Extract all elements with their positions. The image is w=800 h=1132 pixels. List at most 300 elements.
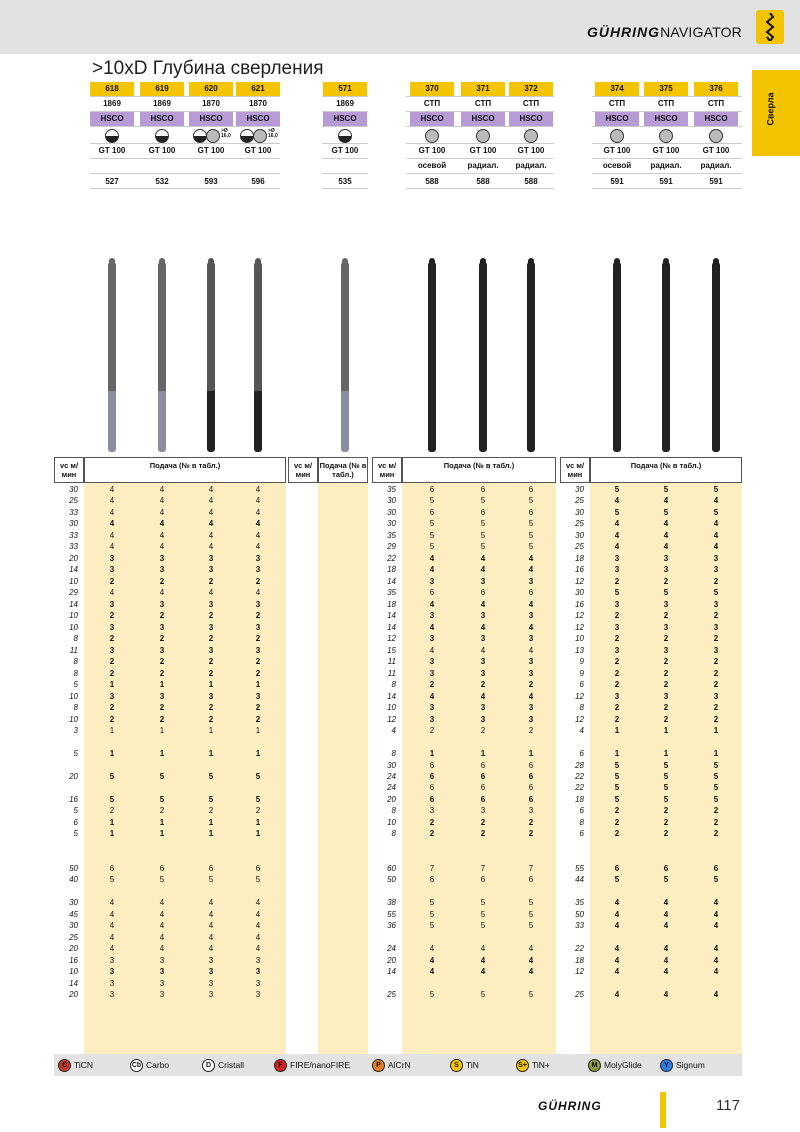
table-row — [372, 600, 556, 610]
feed-value: 2 — [528, 726, 534, 736]
header-rule — [406, 173, 554, 174]
table-row — [560, 852, 742, 862]
table-row — [372, 726, 556, 736]
cutting-speed: 50 — [69, 863, 78, 873]
cutting-speed: 35 — [387, 485, 396, 494]
feed-value: 2 — [528, 829, 534, 839]
table-row — [372, 519, 556, 529]
feed-value: 4 — [255, 507, 261, 517]
table-row — [372, 852, 556, 862]
table-row — [372, 979, 556, 989]
drill-image — [254, 262, 262, 452]
feed-value: 5 — [429, 898, 435, 908]
feed-value: 3 — [109, 990, 115, 1000]
cutting-speed: 33 — [69, 507, 78, 517]
feed-value: 4 — [480, 622, 486, 632]
feed-value: 1 — [663, 749, 669, 759]
feed-value: 4 — [159, 519, 165, 529]
table-row — [54, 921, 286, 931]
feed-value: 6 — [528, 485, 534, 494]
table-row — [54, 967, 286, 977]
table-row — [372, 898, 556, 908]
feed-value: 4 — [255, 944, 261, 954]
navigator-brand — [587, 24, 742, 40]
catalog-page: 532 — [155, 177, 169, 186]
feed-value: 5 — [109, 772, 115, 781]
feed-value: 4 — [109, 921, 115, 931]
standard: СТП — [522, 99, 540, 108]
legend-label: TiCN — [74, 1060, 94, 1070]
coating-icon — [476, 129, 490, 143]
table-header-vc: vc м/мин — [288, 457, 318, 483]
feed-value: 2 — [109, 714, 115, 724]
cutting-speed: 8 — [73, 703, 78, 713]
feed-value: 2 — [614, 714, 620, 724]
feed-value: 3 — [255, 967, 261, 977]
coating-icon — [425, 129, 439, 143]
feed-value: 3 — [528, 634, 534, 644]
feed-value: 5 — [614, 794, 620, 804]
feed-value: 2 — [480, 726, 486, 736]
feed-value: 3 — [159, 553, 165, 563]
feed-value: 4 — [713, 909, 719, 919]
table-row — [372, 554, 556, 564]
cutting-speed: 29 — [69, 588, 78, 598]
table-row — [54, 611, 286, 621]
material: HSCO — [595, 112, 639, 126]
cutting-speed: 16 — [69, 955, 78, 965]
feed-value: 5 — [480, 921, 486, 931]
feed-value: 4 — [480, 645, 486, 655]
feed-value: 4 — [109, 519, 115, 529]
cooling-note — [236, 159, 280, 173]
feed-value: 2 — [109, 634, 115, 644]
drill-tip — [713, 258, 719, 264]
cutting-speed: 55 — [387, 909, 396, 919]
product-number: 571 — [323, 82, 367, 96]
cutting-speed: 20 — [69, 772, 78, 781]
feed-value: 4 — [429, 622, 435, 632]
table-header-feed: Подача (№ в табл.) — [84, 457, 286, 483]
feed-value: 3 — [255, 645, 261, 655]
feed-value: 5 — [255, 875, 261, 885]
cutting-speed: 8 — [73, 668, 78, 678]
table-row — [54, 726, 286, 736]
feed-value: 5 — [480, 542, 486, 552]
feed-value: 2 — [429, 829, 435, 839]
feed-value: 2 — [713, 703, 719, 713]
feed-value: 3 — [159, 645, 165, 655]
coating-icon — [105, 129, 119, 143]
feed-value: 5 — [663, 772, 669, 781]
feed-value: 4 — [109, 588, 115, 598]
feed-value: 3 — [663, 599, 669, 609]
feed-value: 5 — [528, 542, 534, 552]
feed-value: 1 — [528, 749, 534, 759]
cooling-note: радиал. — [515, 161, 547, 170]
tool-type: GT 100 — [98, 146, 126, 155]
diameter-threshold: >Ø 16,0 — [268, 128, 278, 139]
material: HSCO — [509, 112, 553, 126]
feed-value: 4 — [614, 519, 620, 529]
table-row — [560, 715, 742, 725]
table-row — [560, 738, 742, 748]
cutting-speed: 12 — [575, 714, 584, 724]
catalog-page: 588 — [476, 177, 490, 186]
feed-value: 4 — [255, 519, 261, 529]
cutting-speed: 14 — [387, 622, 396, 632]
header-rule — [90, 143, 280, 144]
table-row — [372, 921, 556, 931]
feed-value: 4 — [255, 898, 261, 908]
feed-value: 2 — [663, 576, 669, 586]
cutting-speed: 12 — [575, 576, 584, 586]
header-rule — [592, 188, 742, 189]
product-number: 372 — [509, 82, 553, 96]
material: HSCO — [694, 112, 738, 126]
footer-brand: GÜHRING — [538, 1099, 602, 1113]
feed-value: 2 — [208, 576, 214, 586]
feed-value: 5 — [528, 519, 534, 529]
feed-value: 3 — [429, 668, 435, 678]
feed-value: 2 — [663, 714, 669, 724]
feed-value: 4 — [614, 542, 620, 552]
coating-symbol-icon: D — [202, 1059, 215, 1072]
material: HSCO — [189, 112, 233, 126]
tool-type: GT 100 — [244, 146, 272, 155]
feed-value: 4 — [713, 944, 719, 954]
cutting-speed: 60 — [387, 863, 396, 873]
feed-value: 3 — [480, 703, 486, 713]
standard: 1870 — [202, 99, 220, 108]
feed-value: 4 — [429, 565, 435, 575]
feed-value: 3 — [208, 990, 214, 1000]
table-header-feed: Подача (№ в табл.) — [318, 457, 368, 483]
table-header-vc: vc м/мин — [560, 457, 590, 483]
table-row — [560, 795, 742, 805]
drill-image — [428, 262, 436, 452]
cooling-note — [323, 159, 367, 173]
drill-image — [712, 262, 720, 452]
feed-value: 5 — [663, 794, 669, 804]
feed-value: 5 — [614, 588, 620, 598]
cutting-speed: 16 — [575, 565, 584, 575]
feed-value: 2 — [159, 714, 165, 724]
cutting-speed: 30 — [575, 485, 584, 494]
legend-label: TiN — [466, 1060, 479, 1070]
table-row — [560, 761, 742, 771]
table-row — [560, 979, 742, 989]
feed-value: 5 — [713, 485, 719, 494]
feed-value: 3 — [614, 691, 620, 701]
feed-value: 3 — [109, 978, 115, 988]
cutting-speed: 20 — [387, 955, 396, 965]
feed-value: 5 — [614, 760, 620, 770]
cutting-speed: 30 — [387, 496, 396, 506]
feed-value: 3 — [429, 714, 435, 724]
table-row — [54, 600, 286, 610]
cutting-speed: 5 — [73, 749, 78, 759]
feed-value: 2 — [480, 680, 486, 690]
cooling-note: радиал. — [650, 161, 682, 170]
table-row — [560, 554, 742, 564]
feed-value: 3 — [713, 565, 719, 575]
coating-symbol-icon: Y — [660, 1059, 673, 1072]
feed-value: 3 — [255, 553, 261, 563]
coating-icon-alt — [253, 129, 267, 143]
feed-value: 3 — [255, 622, 261, 632]
feed-value: 5 — [429, 909, 435, 919]
feed-value: 4 — [614, 496, 620, 506]
cutting-speed: 36 — [387, 921, 396, 931]
feed-value: 5 — [713, 507, 719, 517]
feed-value: 4 — [159, 496, 165, 506]
catalog-page: 588 — [524, 177, 538, 186]
cutting-speed: 30 — [69, 921, 78, 931]
material: HSCO — [90, 112, 134, 126]
feed-value: 2 — [614, 576, 620, 586]
table-row — [560, 577, 742, 587]
feed-value: 4 — [713, 921, 719, 931]
feed-value: 5 — [429, 496, 435, 506]
feed-value: 4 — [208, 909, 214, 919]
feed-value: 4 — [208, 921, 214, 931]
tool-type: GT 100 — [652, 146, 680, 155]
feed-value: 4 — [208, 542, 214, 552]
cutting-speed: 30 — [69, 898, 78, 908]
feed-value: 4 — [208, 588, 214, 598]
feed-value: 4 — [528, 691, 534, 701]
feed-value: 3 — [208, 955, 214, 965]
cutting-speed: 12 — [575, 967, 584, 977]
table-row — [560, 933, 742, 943]
legend-label: AlCrN — [388, 1060, 411, 1070]
feed-value: 6 — [109, 863, 115, 873]
cutting-speed: 16 — [575, 599, 584, 609]
cutting-speed: 20 — [387, 794, 396, 804]
table-row — [54, 588, 286, 598]
feed-value: 4 — [614, 955, 620, 965]
feed-value: 3 — [159, 955, 165, 965]
cutting-speed: 22 — [575, 944, 584, 954]
feed-value: 6 — [528, 875, 534, 885]
cooling-note: радиал. — [467, 161, 499, 170]
feed-value: 3 — [159, 978, 165, 988]
feed-value: 5 — [480, 898, 486, 908]
drill-icon — [756, 10, 784, 44]
drill-tip — [528, 258, 534, 264]
feed-value: 3 — [663, 553, 669, 563]
cutting-speed: 30 — [387, 507, 396, 517]
header-rule — [322, 111, 368, 112]
page-number: 117 — [716, 1097, 740, 1114]
table-row — [54, 519, 286, 529]
cutting-speed: 18 — [575, 794, 584, 804]
table-row — [372, 623, 556, 633]
table-row — [54, 910, 286, 920]
cutting-speed: 14 — [69, 978, 78, 988]
feed-value: 3 — [159, 622, 165, 632]
table-row — [372, 956, 556, 966]
feed-value: 4 — [713, 496, 719, 506]
table-row — [372, 542, 556, 552]
cutting-speed: 25 — [69, 932, 78, 942]
cutting-speed: 10 — [575, 634, 584, 644]
feed-value: 6 — [480, 875, 486, 885]
feed-value: 4 — [614, 898, 620, 908]
feed-value: 3 — [713, 622, 719, 632]
table-row — [54, 818, 286, 828]
drill-image — [479, 262, 487, 452]
table-row — [54, 841, 286, 851]
feed-value: 4 — [109, 542, 115, 552]
feed-value: 1 — [159, 726, 165, 736]
table-row — [560, 692, 742, 702]
product-number: 374 — [595, 82, 639, 96]
feed-value: 4 — [528, 599, 534, 609]
table-row — [54, 634, 286, 644]
feed-value: 4 — [208, 898, 214, 908]
feed-value: 1 — [429, 749, 435, 759]
table-row — [54, 795, 286, 805]
feed-value: 4 — [159, 898, 165, 908]
feed-value: 4 — [614, 967, 620, 977]
table-row — [54, 887, 286, 897]
cutting-speed: 29 — [387, 542, 396, 552]
table-row — [54, 875, 286, 885]
feed-value: 1 — [109, 726, 115, 736]
feed-value: 3 — [109, 565, 115, 575]
feed-value: 3 — [109, 955, 115, 965]
table-row — [560, 910, 742, 920]
cutting-speed: 20 — [69, 990, 78, 1000]
cutting-speed: 30 — [575, 530, 584, 540]
header-rule — [592, 143, 742, 144]
cutting-speed: 50 — [575, 909, 584, 919]
feed-value: 4 — [614, 909, 620, 919]
feed-value: 4 — [429, 944, 435, 954]
cutting-speed: 18 — [575, 955, 584, 965]
feed-value: 5 — [480, 909, 486, 919]
table-row — [560, 600, 742, 610]
feed-value: 4 — [480, 944, 486, 954]
catalog-page: 596 — [251, 177, 265, 186]
cutting-speed: 8 — [391, 806, 396, 816]
cutting-speed: 13 — [575, 645, 584, 655]
feed-value: 4 — [255, 530, 261, 540]
feed-value: 4 — [480, 691, 486, 701]
feed-value: 2 — [208, 714, 214, 724]
feed-value: 4 — [663, 898, 669, 908]
table-row — [560, 531, 742, 541]
feed-value: 3 — [208, 599, 214, 609]
table-row — [372, 715, 556, 725]
standard: 1870 — [249, 99, 267, 108]
table-row — [372, 761, 556, 771]
feed-value: 5 — [208, 772, 214, 781]
feed-value: 3 — [614, 645, 620, 655]
feed-value: 4 — [614, 944, 620, 954]
header-rule — [322, 126, 368, 127]
feed-value: 4 — [528, 565, 534, 575]
table-row — [560, 565, 742, 575]
cutting-speed: 5 — [73, 829, 78, 839]
feed-value: 7 — [429, 863, 435, 873]
feed-value: 2 — [614, 806, 620, 816]
cooling-note — [90, 159, 134, 173]
table-row — [560, 783, 742, 793]
feed-value: 1 — [208, 817, 214, 827]
feed-value: 4 — [614, 921, 620, 931]
feed-value: 3 — [255, 978, 261, 988]
feed-value: 4 — [663, 909, 669, 919]
standard: СТП — [423, 99, 441, 108]
feed-value: 2 — [614, 611, 620, 621]
table-row — [54, 738, 286, 748]
feed-value: 4 — [663, 530, 669, 540]
feed-value: 6 — [208, 863, 214, 873]
product-number: 370 — [410, 82, 454, 96]
table-row — [54, 542, 286, 552]
feed-value: 4 — [663, 921, 669, 931]
feed-value: 3 — [480, 806, 486, 816]
table-row — [560, 542, 742, 552]
feed-value: 3 — [109, 967, 115, 977]
drill-image — [158, 262, 166, 452]
feed-value: 2 — [255, 611, 261, 621]
table-row — [560, 944, 742, 954]
cutting-speed: 14 — [69, 565, 78, 575]
product-number: 619 — [140, 82, 184, 96]
feed-value: 5 — [663, 588, 669, 598]
feed-value: 4 — [109, 530, 115, 540]
feed-value: 5 — [528, 898, 534, 908]
cutting-speed: 30 — [69, 519, 78, 529]
cutting-speed: 40 — [69, 875, 78, 885]
feed-value: 5 — [480, 519, 486, 529]
feed-value: 6 — [429, 760, 435, 770]
feed-value: 2 — [528, 680, 534, 690]
cutting-speed: 4 — [391, 726, 396, 736]
table-row — [54, 577, 286, 587]
feed-value: 6 — [480, 772, 486, 781]
feed-value: 3 — [663, 645, 669, 655]
table-row — [54, 657, 286, 667]
feed-value: 5 — [663, 760, 669, 770]
table-row — [372, 933, 556, 943]
cutting-speed: 4 — [579, 726, 584, 736]
cutting-speed: 18 — [575, 553, 584, 563]
table-row — [372, 703, 556, 713]
cutting-speed: 10 — [69, 714, 78, 724]
cutting-speed: 22 — [575, 772, 584, 781]
feed-value: 4 — [429, 691, 435, 701]
feed-value: 3 — [255, 565, 261, 575]
cutting-speed: 9 — [579, 657, 584, 667]
feed-value: 6 — [429, 485, 435, 494]
feed-value: 2 — [109, 703, 115, 713]
drill-image — [662, 262, 670, 452]
header-rule — [592, 173, 742, 174]
feed-value: 4 — [109, 485, 115, 494]
feed-value: 2 — [208, 657, 214, 667]
section-tab-drills[interactable] — [752, 70, 800, 156]
coating-symbol-icon: M — [588, 1059, 601, 1072]
table-row — [560, 669, 742, 679]
coating-icon-alt — [206, 129, 220, 143]
feed-value: 2 — [255, 668, 261, 678]
cutting-speed: 33 — [575, 921, 584, 931]
